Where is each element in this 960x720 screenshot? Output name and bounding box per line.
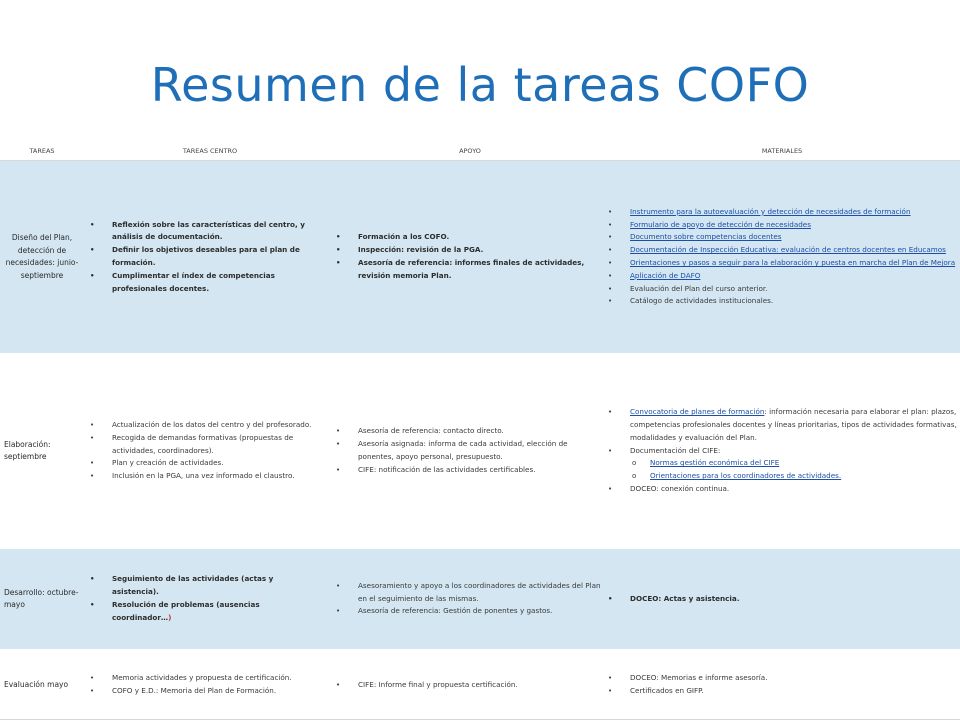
list-item: • Inclusión en la PGA, una vez informado el claustro. (112, 470, 318, 483)
apoyo-cell (332, 161, 602, 353)
convocatoria-link[interactable]: Convocatoria de planes de formación (630, 407, 765, 417)
sub-list-item (650, 470, 960, 483)
list-item: • Asesoría de referencia: informes finales de actividades, revisión memoria Plan. (358, 257, 602, 283)
list-item (112, 599, 318, 625)
list-item: • Asesoría de referencia: contacto directo. (358, 425, 602, 438)
table-row (0, 549, 960, 649)
header-tareas: TAREAS (29, 147, 55, 155)
materiales-link[interactable]: Formulario de apoyo de detección de necesidades (630, 219, 811, 229)
list-item (630, 445, 960, 483)
list-item-text: : información necesaria para elaborar el plan: plazos, competencias profesionales docentes y líneas prioritarias, tipos de actividades formativas, modalidades y evaluación del Plan. (630, 407, 957, 442)
table-row (0, 651, 960, 720)
list-item: • Asesoramiento y apoyo a los coordinadores de actividades del Plan en el seguimiento de las mismas. (358, 580, 602, 606)
materiales-link[interactable]: Orientaciones y pasos a seguir para la elaboración y puesta en marcha del Plan de Mejora (630, 258, 956, 267)
task-cell: Diseño del Plan, detección de necesidades: junio-septiembre (5, 233, 79, 280)
cife-link[interactable]: Orientaciones para los coordinadores de actividades. (650, 471, 842, 481)
header-tareas-centro: TAREAS CENTRO (182, 147, 238, 155)
cife-sublist (604, 457, 960, 483)
list-item: • Certificados en GIFP. (630, 685, 767, 698)
apoyo-cell (332, 549, 602, 649)
apoyo-cell (332, 355, 602, 547)
materiales-cell (604, 549, 960, 649)
list-item: • Memoria actividades y propuesta de certificación. (112, 672, 292, 685)
list-item: • DOCEO: Actas y asistencia. (630, 593, 739, 606)
list-item: • Reflexión sobre las características del centro, y análisis de documentación. (112, 219, 318, 245)
list-item-text: Documentación del CIFE: (630, 445, 721, 455)
materiales-cell (604, 651, 960, 719)
list-item (630, 231, 955, 244)
closing-paren: ) (168, 612, 172, 622)
materiales-cell (604, 355, 960, 547)
list-item (630, 206, 955, 219)
header-materiales: MATERIALES (761, 147, 803, 155)
list-item (630, 244, 955, 257)
list-item: • Recogida de demandas formativas (propuestas de actividades, coordinadores). (112, 432, 318, 458)
table-row (0, 161, 960, 353)
list-item: • Formación a los COFO. (358, 231, 602, 244)
list-item: • CIFE: Informe final y propuesta certificación. (358, 679, 518, 692)
task-cell: Desarrollo: octubre-mayo (4, 587, 79, 609)
list-item (630, 406, 960, 444)
materiales-link[interactable]: Documento sobre competencias docentes (630, 232, 782, 242)
centro-cell (86, 355, 318, 547)
list-item: • DOCEO: Memorias e informe asesoría. (630, 672, 767, 685)
centro-cell (86, 651, 318, 719)
list-item (630, 270, 955, 283)
materiales-link[interactable]: Instrumento para la autoevaluación y detección de necesidades de formación (630, 206, 911, 216)
table-row (0, 355, 960, 547)
centro-cell (86, 549, 318, 649)
list-item: • Evaluación del Plan del curso anterior. (630, 283, 955, 296)
list-item: • Seguimiento de las actividades (actas y asistencia). (112, 573, 318, 599)
list-item: • Inspección: revisión de la PGA. (358, 244, 602, 257)
list-item: • Definir los objetivos deseables para el plan de formación. (112, 244, 318, 270)
sub-list-item (650, 457, 960, 470)
apoyo-cell (332, 651, 602, 719)
list-item: • Plan y creación de actividades. (112, 457, 318, 470)
list-item: • Actualización de los datos del centro y del profesorado. (112, 419, 318, 432)
materiales-link[interactable]: Aplicación de DAFO (630, 270, 701, 280)
list-item: • Asesoría de referencia: Gestión de ponentes y gastos. (358, 605, 602, 618)
centro-cell (86, 161, 318, 353)
list-item (630, 257, 955, 270)
list-item: • CIFE: notificación de las actividades certificables. (358, 464, 602, 477)
list-item: • Catálogo de actividades institucionales. (630, 295, 955, 308)
page-title: Resumen de la tareas COFO (150, 58, 810, 112)
materiales-cell (604, 161, 960, 353)
header-apoyo: APOYO (459, 147, 481, 155)
task-cell: Evaluación mayo (4, 679, 69, 689)
list-item (630, 219, 955, 232)
list-item: • Cumplimentar el índex de competencias profesionales docentes. (112, 270, 318, 296)
list-item: • DOCEO: conexión continua. (630, 483, 960, 496)
tasks-table (0, 143, 960, 720)
task-cell: Elaboración: septiembre (4, 439, 51, 461)
cife-link[interactable]: Normas gestión económica del CIFE (650, 458, 780, 468)
list-item-text: Resolución de problemas (ausencias coordinador… (112, 600, 260, 622)
list-item: • Asesoría asignada: informa de cada actividad, elección de ponentes, apoyo personal, presupuesto. (358, 438, 602, 464)
table-header (0, 143, 960, 161)
list-item: • COFO y E.D.: Memoria del Plan de Formación. (112, 685, 292, 698)
materiales-link[interactable]: Documentación de Inspección Educativa: evaluación de centros docentes en Educamos (630, 245, 946, 255)
